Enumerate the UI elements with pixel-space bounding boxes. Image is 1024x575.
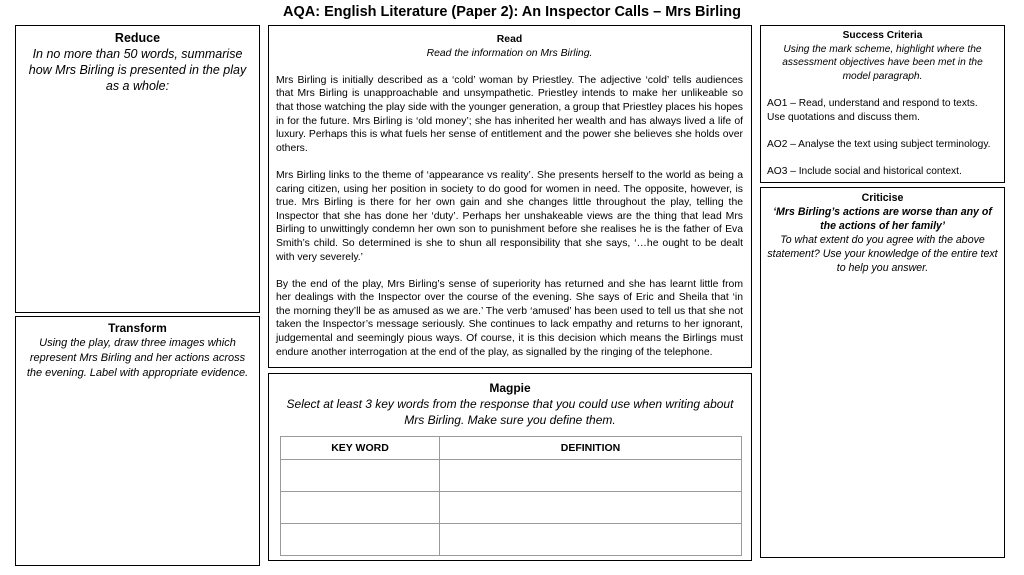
success-criteria-box (760, 25, 1005, 183)
keyword-cell[interactable] (281, 524, 440, 556)
criticise-heading: Criticise (861, 192, 904, 204)
criticise-box[interactable] (760, 187, 1005, 558)
success-criteria-instruction: Using the mark scheme, highlight where the assessment objectives have been met in the model paragraph. (782, 43, 983, 82)
reduce-heading: Reduce (114, 31, 161, 45)
definition-cell[interactable] (440, 524, 742, 556)
magpie-heading: Magpie (489, 381, 531, 395)
read-paragraph-3: By the end of the play, Mrs Birling’s sense of superiority has returned and she has learnt little from her dealings with the Inspector over the course of the evening. She says of Eric and Sheila that ‘in the morning they’ll be as amused as we are.’ The verb ‘amused’ has been used to tell us that she not taken the Inspector’s message seriously. She continues to lack empathy and returns to her ignorant, judgemental and seemingly pious ways. Of course, it is this decision which means the Birlings must endure another interrogation at the end of the play, as signalled by the ringing of the telephone. (276, 278, 743, 358)
transform-instruction: Using the play, draw three images which represent Mrs Birling and her actions across the evening. Label with appropriate evidence. (26, 337, 249, 379)
definition-column-header: DEFINITION (440, 437, 742, 460)
read-heading: Read (496, 34, 523, 45)
criticise-quote: ‘Mrs Birling’s actions are worse than any of the actions of her family’ (773, 206, 992, 232)
keyword-table-header (281, 437, 742, 460)
reduce-instruction: In no more than 50 words, summarise how Mrs Birling is presented in the play as a whole: (28, 47, 247, 93)
transform-box[interactable] (15, 316, 260, 566)
criticise-instruction: To what extent do you agree with the above statement? Use your knowledge of the entire text to help you answer. (767, 234, 998, 274)
read-instruction: Read the information on Mrs Birling. (426, 47, 593, 59)
keyword-cell[interactable] (281, 460, 440, 492)
magpie-box (268, 373, 752, 561)
read-paragraph-1: Mrs Birling is initially described as a ‘cold’ woman by Priestley. The adjective ‘cold’ tells audiences that Mrs Birling is unapproachable and unsympathetic. Priestley intends to make her unlikeable so that those watching the play side with the younger generation, a group that Priestley places his hopes in for the future. Mrs Birling is ‘old money’; she has inherited her wealth and has always lived a life of luxury. Perhaps this is what fuels her sense of entitlement and the power she believes she holds over others. (276, 74, 743, 154)
keyword-cell[interactable] (281, 492, 440, 524)
keyword-table (280, 436, 742, 556)
reduce-box[interactable] (15, 25, 260, 313)
table-row (281, 460, 742, 492)
read-paragraph-2: Mrs Birling links to the theme of ‘appearance vs reality’. She presents herself to the world as being a caring citizen, using her position in society to do good for women in need. The opposite, however, is true. Mrs Birling is there for her own gain and she changes little throughout the play, telling the Inspector that she has done her ‘duty’. Perhaps her unshakeable views are the thing that lead Mrs Birling to unwittingly condemn her own son to punishment before she realises he is the father of Eva Smith’s child. So determined is she to shun all responsibility that she says, ‘…he ought to be dealt with very severely.’ (276, 169, 743, 263)
success-criteria-heading: Success Criteria (842, 30, 923, 41)
table-row (281, 492, 742, 524)
keyword-column-header: KEY WORD (281, 437, 440, 460)
transform-heading: Transform (108, 321, 167, 335)
read-box (268, 25, 752, 368)
definition-cell[interactable] (440, 460, 742, 492)
table-row (281, 524, 742, 556)
criterion-ao1: AO1 – Read, understand and respond to texts. Use quotations and discuss them. (767, 97, 978, 123)
criterion-ao2: AO2 – Analyse the text using subject terminology. (767, 138, 991, 150)
definition-cell[interactable] (440, 492, 742, 524)
page-title: AQA: English Literature (Paper 2): An Inspector Calls – Mrs Birling (283, 4, 741, 20)
criterion-ao3: AO3 – Include social and historical context. (767, 165, 962, 177)
magpie-instruction: Select at least 3 key words from the response that you could use when writing about Mrs Birling. Make sure you define them. (286, 397, 734, 427)
